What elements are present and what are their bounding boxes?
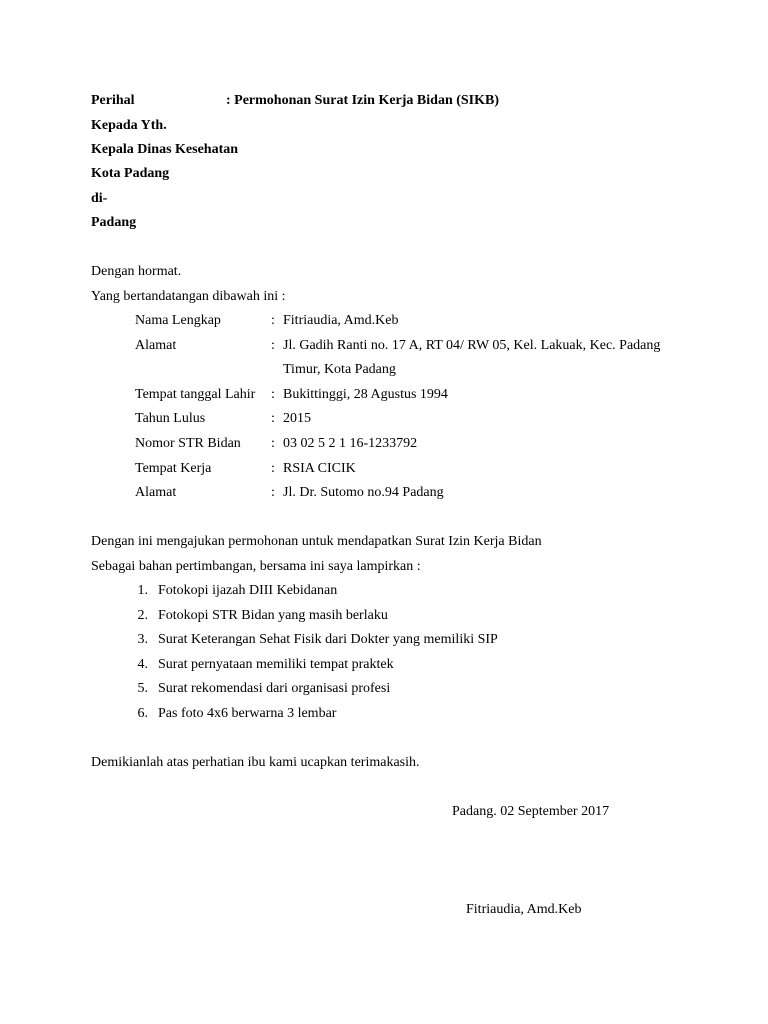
field-value: 2015 [283,411,311,426]
field-value: Fitriaudia, Amd.Keb [283,313,399,328]
list-text: Fotokopi STR Bidan yang masih berlaku [158,608,388,623]
signature-name: Fitriaudia, Amd.Keb [466,902,582,917]
list-number: 1. [137,583,148,598]
list-text: Fotokopi ijazah DIII Kebidanan [158,583,338,598]
kepada-line: Kepada Yth. [91,118,167,133]
field-label: Tempat tanggal Lahir [135,387,256,402]
recipient-line: Kepala Dinas Kesehatan [91,142,239,157]
field-value-continued: Timur, Kota Padang [283,362,396,377]
field-colon: : [271,461,275,476]
field-value: RSIA CICIK [283,461,356,476]
field-value: Jl. Dr. Sutomo no.94 Padang [283,485,444,500]
field-colon: : [271,313,275,328]
field-label: Tahun Lulus [135,411,206,426]
place-line: Padang [91,215,137,230]
field-colon: : [271,411,275,426]
list-text: Pas foto 4x6 berwarna 3 lembar [158,706,337,721]
field-label: Alamat [135,338,177,353]
list-text: Surat pernyataan memiliki tempat praktek [158,657,394,672]
place-date: Padang. 02 September 2017 [452,804,610,819]
list-number: 4. [137,657,148,672]
perihal-label: Perihal [91,93,135,108]
list-number: 5. [137,681,148,696]
list-number: 3. [137,632,148,647]
intro-line: Yang bertandatangan dibawah ini : [91,289,286,304]
closing-line: Demikianlah atas perhatian ibu kami ucapkan terimakasih. [91,755,420,770]
field-label: Nama Lengkap [135,313,221,328]
field-label: Nomor STR Bidan [135,436,241,451]
perihal-value: : Permohonan Surat Izin Kerja Bidan (SIKB) [226,93,500,108]
greeting: Dengan hormat. [91,264,182,279]
field-value: 03 02 5 2 1 16-1233792 [283,436,418,451]
field-value: Jl. Gadih Ranti no. 17 A, RT 04/ RW 05, Kel. Lakuak, Kec. Padang [283,338,661,353]
field-label: Alamat [135,485,177,500]
di-line: di- [91,191,108,206]
list-text: Surat rekomendasi dari organisasi profesi [158,681,391,696]
field-colon: : [271,485,275,500]
list-number: 6. [137,706,148,721]
list-text: Surat Keterangan Sehat Fisik dari Dokter yang memiliki SIP [158,632,498,647]
request-line: Dengan ini mengajukan permohonan untuk mendapatkan Surat Izin Kerja Bidan [91,534,542,549]
city-line: Kota Padang [91,166,170,181]
list-number: 2. [137,608,148,623]
field-colon: : [271,338,275,353]
field-colon: : [271,436,275,451]
attachments-intro: Sebagai bahan pertimbangan, bersama ini saya lampirkan : [91,559,421,574]
field-label: Tempat Kerja [135,461,212,476]
field-colon: : [271,387,275,402]
field-value: Bukittinggi, 28 Agustus 1994 [283,387,448,402]
